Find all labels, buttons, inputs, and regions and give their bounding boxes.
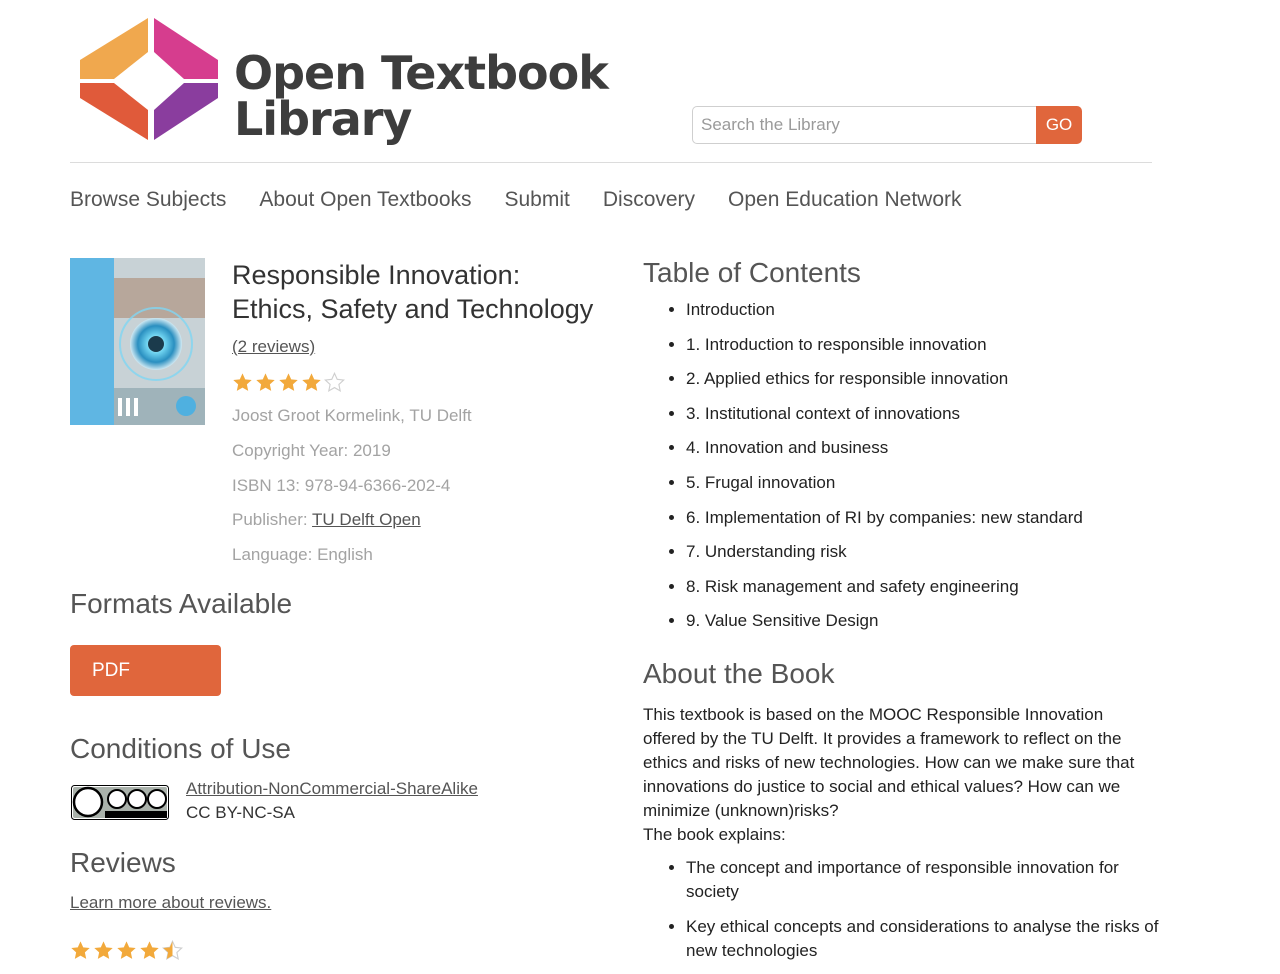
nav-about-open-textbooks[interactable]: About Open Textbooks — [259, 188, 472, 211]
toc-item: • 8. Risk management and safety engineering — [686, 577, 1083, 612]
search-form — [692, 106, 1082, 144]
book-title-line-2: Ethics, Safety and Technology — [232, 294, 594, 324]
book-cover-image — [70, 258, 205, 425]
book-copyright-year: Copyright Year: 2019 — [232, 441, 391, 460]
open-textbook-library-logo-icon[interactable] — [80, 18, 218, 140]
reviews-heading: Reviews — [70, 847, 176, 878]
nav-submit[interactable]: Submit — [504, 188, 570, 211]
star-filled-icon — [301, 372, 322, 393]
license-code: CC BY-NC-SA — [186, 803, 295, 822]
toc-item: • 4. Innovation and business — [686, 438, 1083, 473]
star-filled-icon — [116, 940, 137, 961]
pdf-download-button[interactable]: PDF — [70, 645, 221, 696]
brand-line-1: Open Textbook — [234, 46, 608, 100]
about-heading: About the Book — [643, 658, 835, 689]
book-rating-stars — [232, 372, 345, 393]
toc-list — [666, 300, 1083, 646]
list-item: • Key ethical concepts and considerations to analyse the risks of new technologies — [686, 915, 1176, 963]
brand-wordmark[interactable] — [234, 46, 608, 146]
toc-item: • 6. Implementation of RI by companies: new standard — [686, 508, 1083, 543]
nav-open-education-network[interactable]: Open Education Network — [728, 188, 962, 211]
toc-item: • 7. Understanding risk — [686, 542, 1083, 577]
about-paragraph: This textbook is based on the MOOC Responsible Innovation offered by the TU Delft. It provides a framework to reflect on the ethics and risks of new technologies. How can we make sure that innovations do justice to social and ethical values? How can we minimize (unknown)risks? — [643, 705, 1135, 820]
star-filled-icon — [255, 372, 276, 393]
publisher-label: Publisher: — [232, 510, 308, 529]
about-description — [643, 703, 1155, 847]
license-link[interactable]: Attribution-NonCommercial-ShareAlike — [186, 779, 478, 798]
header-divider — [70, 162, 1152, 163]
toc-item: • Introduction — [686, 300, 1083, 335]
about-explains-list — [666, 856, 1176, 974]
book-title-line-1: Responsible Innovation: — [232, 260, 521, 290]
learn-more-reviews-link[interactable]: Learn more about reviews. — [70, 893, 272, 912]
book-authors: Joost Groot Kormelink, TU Delft — [232, 406, 472, 425]
nav-discovery[interactable]: Discovery — [602, 188, 696, 211]
toc-item: • 1. Introduction to responsible innovation — [686, 335, 1083, 370]
reviews-rating-stars — [70, 940, 183, 961]
about-explains-intro: The book explains: — [643, 825, 786, 844]
brand-line-2: Library — [234, 92, 412, 146]
search-input[interactable] — [692, 106, 1036, 144]
toc-item: • 3. Institutional context of innovations — [686, 404, 1083, 439]
search-go-button[interactable]: GO — [1036, 106, 1082, 144]
book-publisher — [232, 510, 421, 530]
toc-item: • 5. Frugal innovation — [686, 473, 1083, 508]
star-filled-icon — [70, 940, 91, 961]
star-filled-icon — [278, 372, 299, 393]
book-title — [232, 258, 632, 326]
toc-item: • 9. Value Sensitive Design — [686, 611, 1083, 646]
formats-heading: Formats Available — [70, 588, 293, 619]
conditions-heading: Conditions of Use — [70, 733, 292, 764]
star-empty-icon — [324, 372, 345, 393]
toc-item: • 2. Applied ethics for responsible innovation — [686, 369, 1083, 404]
main-nav — [70, 186, 995, 214]
book-language: Language: English — [232, 545, 373, 564]
star-half-icon — [162, 940, 183, 961]
star-filled-icon — [139, 940, 160, 961]
book-isbn: ISBN 13: 978-94-6366-202-4 — [232, 476, 451, 495]
star-filled-icon — [232, 372, 253, 393]
nav-browse-subjects[interactable]: Browse Subjects — [70, 188, 227, 211]
list-item: • The concept and importance of responsible innovation for society — [686, 856, 1176, 904]
publisher-link[interactable]: TU Delft Open — [312, 510, 421, 529]
cc-by-nc-sa-badge-icon — [71, 785, 169, 820]
star-filled-icon — [93, 940, 114, 961]
reviews-count-link[interactable]: (2 reviews) — [232, 337, 316, 356]
toc-heading: Table of Contents — [643, 257, 861, 288]
